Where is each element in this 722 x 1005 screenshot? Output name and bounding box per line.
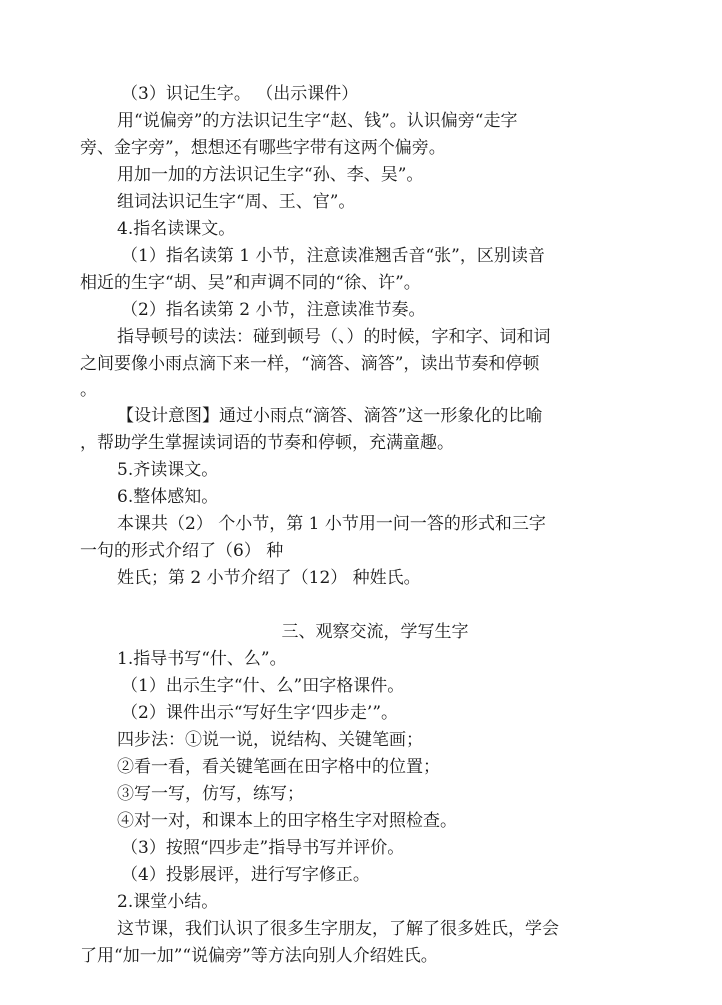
text-line: 指导顿号的读法：碰到顿号（、）的时候，字和字、词和词 xyxy=(117,327,551,347)
text-line: （2）课件出示“写好生字‘四步走’”。 xyxy=(121,703,399,723)
section-heading: 4.指名读课文。 xyxy=(117,219,236,239)
text-line: （1）指名读第 1 小节，注意读准翘舌音“张”，区别读音 xyxy=(121,246,545,266)
text-line: 相近的生字“胡、吴”和声调不同的“徐、许”。 xyxy=(80,273,421,293)
text-line: 旁、金字旁”，想想还有哪些字带有这两个偏旁。 xyxy=(80,138,446,158)
text-line: ②看一看，看关键笔画在田字格中的位置； xyxy=(117,757,440,777)
text-line: （3）识记生字。 （出示课件） xyxy=(121,84,359,104)
section-heading: 5.齐读课文。 xyxy=(117,460,219,480)
text-line: （2）指名读第 2 小节，注意读准节奏。 xyxy=(121,300,426,320)
section-heading: 6.整体感知。 xyxy=(117,487,219,507)
text-line: 组词法识记生字“周、王、官”。 xyxy=(117,192,356,212)
text-line: ④对一对，和课本上的田字格生字对照检查。 xyxy=(117,811,457,831)
design-intent-line: 【设计意图】通过小雨点“滴答、滴答”这一形象化的比喻 xyxy=(117,406,543,426)
text-line: ③写一写，仿写，练写； xyxy=(117,784,304,804)
text-line: 这节课，我们认识了很多生字朋友，了解了很多姓氏，学会 xyxy=(117,919,559,939)
text-line: （4）投影展评，进行写字修正。 xyxy=(121,865,370,885)
text-line: 姓氏；第 2 小节介绍了（12） 种姓氏。 xyxy=(117,568,421,588)
text-line: 用“说偏旁”的方法识记生字“赵、钱”。认识偏旁“走字 xyxy=(117,111,518,131)
text-line: （3）按照“四步走”指导书写并评价。 xyxy=(121,838,405,858)
section-heading: 1.指导书写“什、么”。 xyxy=(117,649,287,669)
text-line: ，帮助学生掌握读词语的节奏和停顿，充满童趣。 xyxy=(80,433,454,453)
text-line: 四步法：①说一说，说结构、关键笔画； xyxy=(117,730,423,750)
text-line: 用加一加的方法识记生字“孙、李、吴”。 xyxy=(117,165,424,185)
text-line: 之间要像小雨点滴下来一样，“滴答、滴答”，读出节奏和停顿 xyxy=(80,354,540,374)
section-heading: 2.课堂小结。 xyxy=(117,892,219,912)
text-line: 了用“加一加”“说偏旁”等方法向别人介绍姓氏。 xyxy=(80,946,438,966)
text-line: （1）出示生字“什、么”田字格课件。 xyxy=(121,676,405,696)
chapter-heading: 三、观察交流，学写生字 xyxy=(281,622,469,642)
text-line: 本课共（2） 个小节，第 1 小节用一问一答的形式和三字 xyxy=(117,514,546,534)
text-line: 一句的形式介绍了（6） 种 xyxy=(80,541,284,561)
text-line: 。 xyxy=(80,380,97,400)
